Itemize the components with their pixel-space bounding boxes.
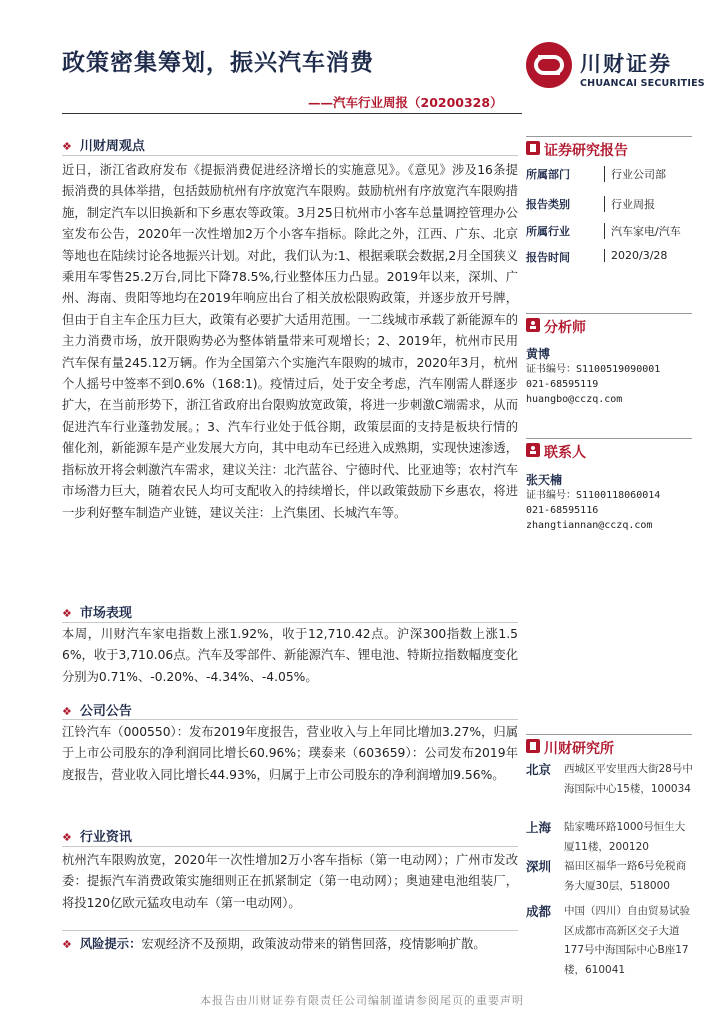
office-city-shanghai: 上海: [526, 820, 552, 835]
diamond-bullet-icon: ❖: [62, 938, 72, 951]
info-row-industry: 所属行业 汽车家电/汽车: [526, 225, 681, 238]
info-row-category: 报告类别 行业周报: [526, 198, 655, 211]
market-body: 本周，川财汽车家电指数上涨1.92%，收于12,710.42点。沪深300指数上涨1.56%，收于3,710.06点。汽车及零部件、新能源汽车、锂电池、特斯拉指数幅度变化分别为0.71%、-0.20%、-4.34%、-4.05%。: [62, 627, 518, 684]
contact-card: [526, 473, 660, 533]
diamond-bullet-icon: ❖: [62, 607, 72, 620]
analyst-email[interactable]: huangbo@cczq.com: [526, 394, 623, 405]
office-address-chengdu: 中国（四川）自由贸易试验区成都市高新区交子大道177号中海国际中心B座17楼，610041: [564, 905, 690, 976]
industry-news-body: 杭州汽车限购放宽，2020年一次性增加2万小客车指标（第一电动网）；广州市发改委：提振汽车消费政策实施细则正在抓紧制定（第一电动网）；奥迪建电池组装厂，将投120亿欧元猛攻电动车（第一电动网）。: [62, 853, 518, 910]
person-icon: [526, 443, 540, 457]
section-divider: [62, 719, 518, 720]
header-divider: [62, 113, 522, 114]
weekly-view-body: 近日，浙江省政府发布《提振消费促进经济增长的实施意见》。《意见》涉及16条提振消费的具体举措，包括鼓励杭州有序放宽汽车限购。鼓励杭州有序放宽汽车限购措施，制定汽车以旧换新和下乡惠农等政策。3月25日杭州市小客车总量调控管理办公室发布公告，2020年一次性增加2万个小客车指标。除此之外，江西、广东、北京等地也在陆续讨论各地振兴计划。对此，我们认为:1、根据乘联会数据,2月全国狭义乘用车零售25.2万台,同比下降78.5%,行业整体压力凸显。2019年以来，深圳、广州、海南、贵阳等地均在2019年响应出台了相关放松限购政策，并逐步放开号牌，但由于自主车企压力巨大，政策有必要扩大适用范围。一二线城市承载了新能源车的主力消费市场，放开限购势必为整体销量带来可观增长；2、2019年，杭州市民用汽车保有量245.12万辆。作为全国第六个实施汽车限购的城市，2020年3月，杭州个人摇号中签率不到0.6%（168:1)。疫情过后，处于安全考虑，汽车刚需人群逐步扩大，在当前形势下，浙江省政府出台限购放宽政策，将进一步刺激C端需求，从而促进汽车行业蓬勃发展。；3、汽车行业处于低谷期，政策层面的支持是板块行情的催化剂，新能源车是产业发展大方向，其中电动车已经进入成熟期，实现快速渗透，指标放开将会刺激汽车需求，建议关注：北汽蓝谷、宁德时代、比亚迪等；农村汽车市场潜力巨大，随着农民人均可支配收入的持续增长，伴以政策鼓励下乡惠农，将进一步利好整车制造产业链，建议关注：上汽集团、长城汽车等。: [62, 163, 518, 520]
analyst-name: 黄博: [526, 347, 551, 361]
contact-heading: 联系人: [526, 438, 692, 463]
diamond-bullet-icon: ❖: [62, 140, 72, 153]
diamond-bullet-icon: ❖: [62, 705, 72, 718]
risk-warning: ❖ 风险提示：宏观经济不及预期，政策波动带来的销售回落，疫情影响扩散。: [62, 937, 486, 951]
office-city-shenzhen: 深圳: [526, 859, 552, 874]
section-divider: [62, 155, 518, 156]
office-address-shanghai: 陆家嘴环路1000号恒生大厦11楼，200120: [564, 821, 686, 853]
info-row-date: 报告时间 2020/3/28: [526, 249, 668, 264]
footer-disclaimer: 本报告由川财证券有限责任公司编制谨请参阅尾页的重要声明: [200, 994, 524, 1007]
doc-icon: [526, 141, 540, 155]
office-city-beijing: 北京: [526, 762, 552, 777]
analyst-phone: 021-68595119: [526, 379, 599, 390]
section-divider: [62, 846, 518, 847]
section-heading-announcements: ❖ 公司公告: [62, 704, 132, 719]
section-divider: [62, 622, 518, 623]
logo-text-cn: 川财证券: [580, 52, 672, 76]
analyst-cert: 证书编号：S1100519090001: [526, 364, 661, 375]
analyst-card: [526, 347, 660, 407]
office-address-shenzhen: 福田区福华一路6号免税商务大厦30层，518000: [564, 860, 687, 892]
building-icon: [526, 739, 540, 753]
report-title: 政策密集筹划，振兴汽车消费: [62, 50, 374, 76]
announcements-body: 江铃汽车（000550）：发布2019年度报告，营业收入与上年同比增加3.27%，归属于上市公司股东的净利润同比增长60.96%；璞泰来（603659）：公司发布2019年度报告，营业收入同比增长44.93%，归属于上市公司股东的净利润增加9.56%。: [62, 725, 518, 782]
section-heading-weekly-view: ❖ 川财周观点: [62, 139, 145, 154]
contact-cert: 证书编号：S1100118060014: [526, 490, 661, 501]
analyst-heading: 分析师: [526, 313, 692, 338]
office-address-beijing: 西城区平安里西大街28号中海国际中心15楼，100034: [564, 763, 693, 795]
section-divider: [62, 930, 518, 931]
chuancai-logo-icon: [524, 40, 574, 90]
office-city-chengdu: 成都: [526, 904, 552, 919]
report-info-heading: 证券研究报告: [526, 136, 692, 161]
contact-phone: 021-68595116: [526, 505, 599, 516]
section-heading-market: ❖ 市场表现: [62, 606, 132, 621]
contact-name: 张天楠: [526, 473, 563, 487]
person-icon: [526, 318, 540, 332]
diamond-bullet-icon: ❖: [62, 831, 72, 844]
section-heading-industry-news: ❖ 行业资讯: [62, 830, 132, 845]
contact-email[interactable]: zhangtiannan@cczq.com: [526, 520, 653, 531]
institute-heading: 川财研究所: [526, 734, 692, 759]
logo-text-en: CHUANCAI SECURITIES: [580, 78, 705, 89]
report-subtitle: ——汽车行业周报（20200328）: [308, 95, 503, 110]
info-row-department: 所属部门 行业公司部: [526, 168, 666, 181]
